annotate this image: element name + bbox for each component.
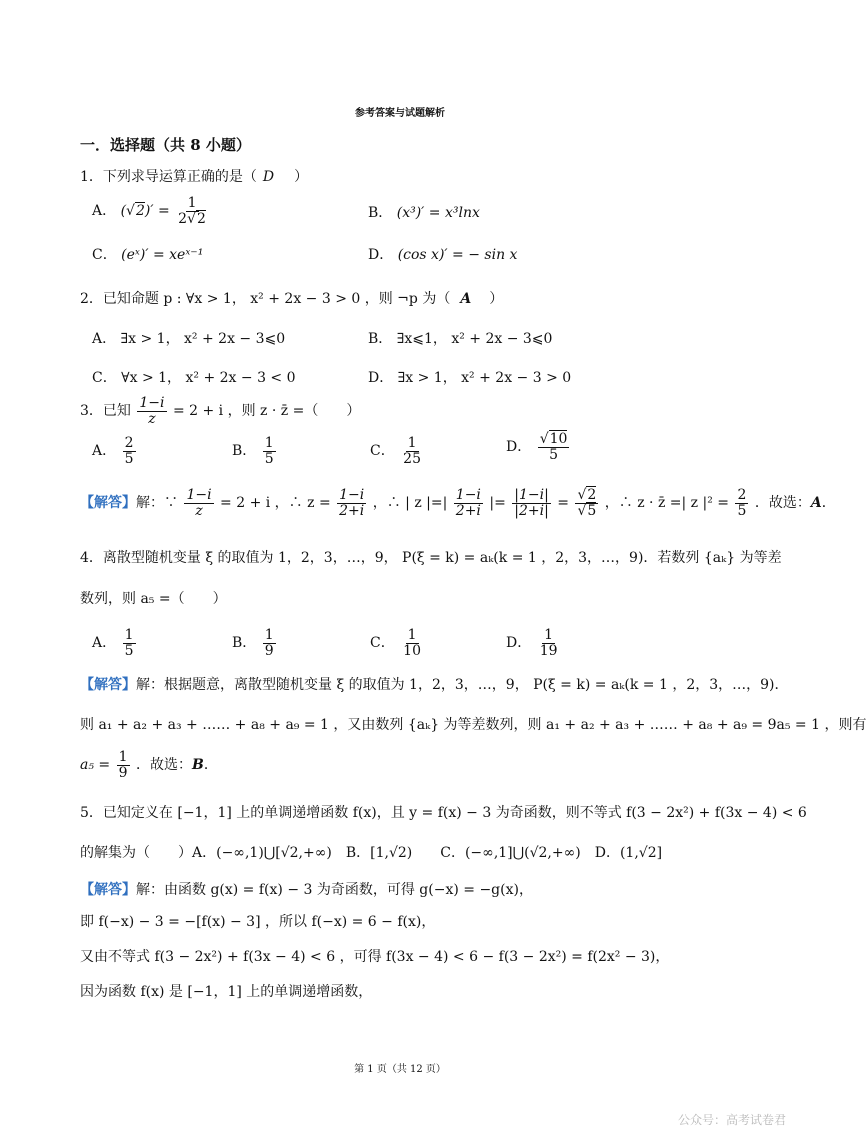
watermark: 公众号：高考试卷君 <box>677 1113 786 1127</box>
q3-option-b: B． $\frac{1}{5}$ <box>232 435 274 467</box>
q2-option-d: D． ∃x > 1， x² + 2x − 3 > 0 <box>368 370 572 386</box>
q4-option-b: B． $\frac{1}{9}$ <box>232 627 274 659</box>
page-footer: 第 1 页（共 12 页） <box>354 1064 446 1075</box>
q1-option-a: A． (√2)′ = $\frac{1}{2√2}$ <box>92 195 206 227</box>
q2-option-c: C． ∀x > 1， x² + 2x − 3 < 0 <box>92 370 296 386</box>
fraction: $\frac{1}{9}$ <box>264 627 274 659</box>
q3-option-a: A． $\frac{2}{5}$ <box>92 435 134 467</box>
question-1-stem: 1．下列求导运算正确的是（ D ） <box>80 169 309 185</box>
question-2-stem: 2．已知命题 p : ∀x > 1， x² + 2x − 3 > 0 ，则 ¬p 为（ A ） <box>80 291 504 307</box>
fraction: $\frac{1}{19}$ <box>539 627 558 659</box>
page-title: 参考答案与试题解析 <box>355 108 445 119</box>
q3-option-c: C． $\frac{1}{25}$ <box>370 435 421 467</box>
fraction: $\frac{√2}{√5}$ <box>577 487 597 519</box>
fraction: $\frac{1}{2√2}$ <box>178 195 206 227</box>
fraction: $\frac{1-i}{z}$ <box>186 487 212 519</box>
question-3-stem: 3．已知 $\frac{1-i}{z}$ = 2 + i ，则 z · z̄ =（ ） <box>80 395 361 427</box>
fraction: $\frac{|1-i|}{|2+i|}$ <box>514 487 549 519</box>
solution-tag: 【解答】 <box>80 882 136 898</box>
fraction: $\frac{1}{5}$ <box>264 435 274 467</box>
fraction: $\frac{1-i}{z}$ <box>139 395 165 427</box>
q4-option-a: A． $\frac{1}{5}$ <box>92 627 134 659</box>
q4-option-d: D． $\frac{1}{19}$ <box>506 627 558 659</box>
q3-option-d: D． $\frac{√10}{5}$ <box>506 431 568 463</box>
fraction: $\frac{1}{5}$ <box>124 627 134 659</box>
q3-solution: 【解答】解：∵ $\frac{1-i}{z}$ = 2 + i ，∴ z = $\frac{1-i}{2+i}$ ，∴ | z |=| $\frac{1-i}{2+i}$ |= $\frac{|1-i|}{|2+i|}$ = $\frac{√2}{√5}$ ，∴ z · z̄ =| z |² = $\frac{2}{5}$ ．故选：A． <box>80 487 836 519</box>
q2-option-a: A． ∃x > 1， x² + 2x − 3⩽0 <box>92 331 286 347</box>
q4-solution-line-2: 则 a₁ + a₂ + a₃ + …… + a₈ + a₉ = 1 ，又由数列 {aₖ} 为等差数列，则 a₁ + a₂ + a₃ + …… + a₈ + a₉ = 9a₅ = 1 ，则有 <box>80 717 866 733</box>
solution-tag: 【解答】 <box>80 677 136 693</box>
q4-solution-line-3: a₅ = $\frac{1}{9}$ ．故选：B． <box>80 749 218 781</box>
fraction: $\frac{1}{9}$ <box>118 749 128 781</box>
section-heading: 一．选择题（共 8 小题） <box>80 136 251 154</box>
question-5-stem-line-1: 5．已知定义在 [−1，1] 上的单调递增函数 f(x)，且 y = f(x) − 3 为奇函数，则不等式 f(3 − 2x²) + f(3x − 4) < 6 <box>80 805 807 821</box>
q5-solution-line-3: 又由不等式 f(3 − 2x²) + f(3x − 4) < 6 ，可得 f(3x − 4) < 6 − f(3 − 2x²) = f(2x² − 3)， <box>80 949 670 965</box>
fraction: $\frac{√10}{5}$ <box>539 431 568 463</box>
solution-tag: 【解答】 <box>80 495 136 512</box>
fraction: $\frac{1}{10}$ <box>403 627 421 659</box>
fraction: $\frac{1-i}{2+i}$ <box>455 487 481 519</box>
q5-solution-line-2: 即 f(−x) − 3 = −[f(x) − 3] ，所以 f(−x) = 6 − f(x)， <box>80 914 436 930</box>
q4-solution-line-1: 【解答】解：根据题意，离散型随机变量 ξ 的取值为 1，2，3，…，9， P(ξ = k) = aₖ(k = 1 ，2，3，…，9)． <box>80 677 789 693</box>
answer: A <box>460 291 472 307</box>
fraction: $\frac{1-i}{2+i}$ <box>339 487 365 519</box>
q5-solution-line-1: 【解答】解：由函数 g(x) = f(x) − 3 为奇函数，可得 g(−x) = −g(x)， <box>80 882 533 898</box>
q5-solution-line-4: 因为函数 f(x) 是 [−1，1] 上的单调递增函数， <box>80 984 373 1000</box>
fraction: $\frac{1}{25}$ <box>403 435 421 467</box>
question-4-stem-line-2: 数列，则 a₅ =（ ） <box>80 591 227 607</box>
q4-option-c: C． $\frac{1}{10}$ <box>370 627 421 659</box>
fraction: $\frac{2}{5}$ <box>737 487 747 519</box>
fraction: $\frac{2}{5}$ <box>124 435 134 467</box>
answer: D <box>262 169 275 185</box>
q1-option-c: C． (eˣ)′ = xeˣ⁻¹ <box>92 247 204 263</box>
q1-option-d: D． (cos x)′ = − sin x <box>368 247 518 263</box>
q1-option-b: B． (x³)′ = x³lnx <box>368 205 480 221</box>
question-5-stem-line-2: 的解集为（ ）A．(−∞,1)⋃[√2,+∞) B．[1,√2) C．(−∞,1]⋃(√2,+∞) D．(1,√2] <box>80 845 663 861</box>
q2-option-b: B． ∃x⩽1， x² + 2x − 3⩽0 <box>368 331 553 347</box>
question-4-stem-line-1: 4．离散型随机变量 ξ 的取值为 1，2，3，…，9， P(ξ = k) = aₖ(k = 1 ，2，3，…，9)．若数列 {aₖ} 为等差 <box>80 550 782 566</box>
